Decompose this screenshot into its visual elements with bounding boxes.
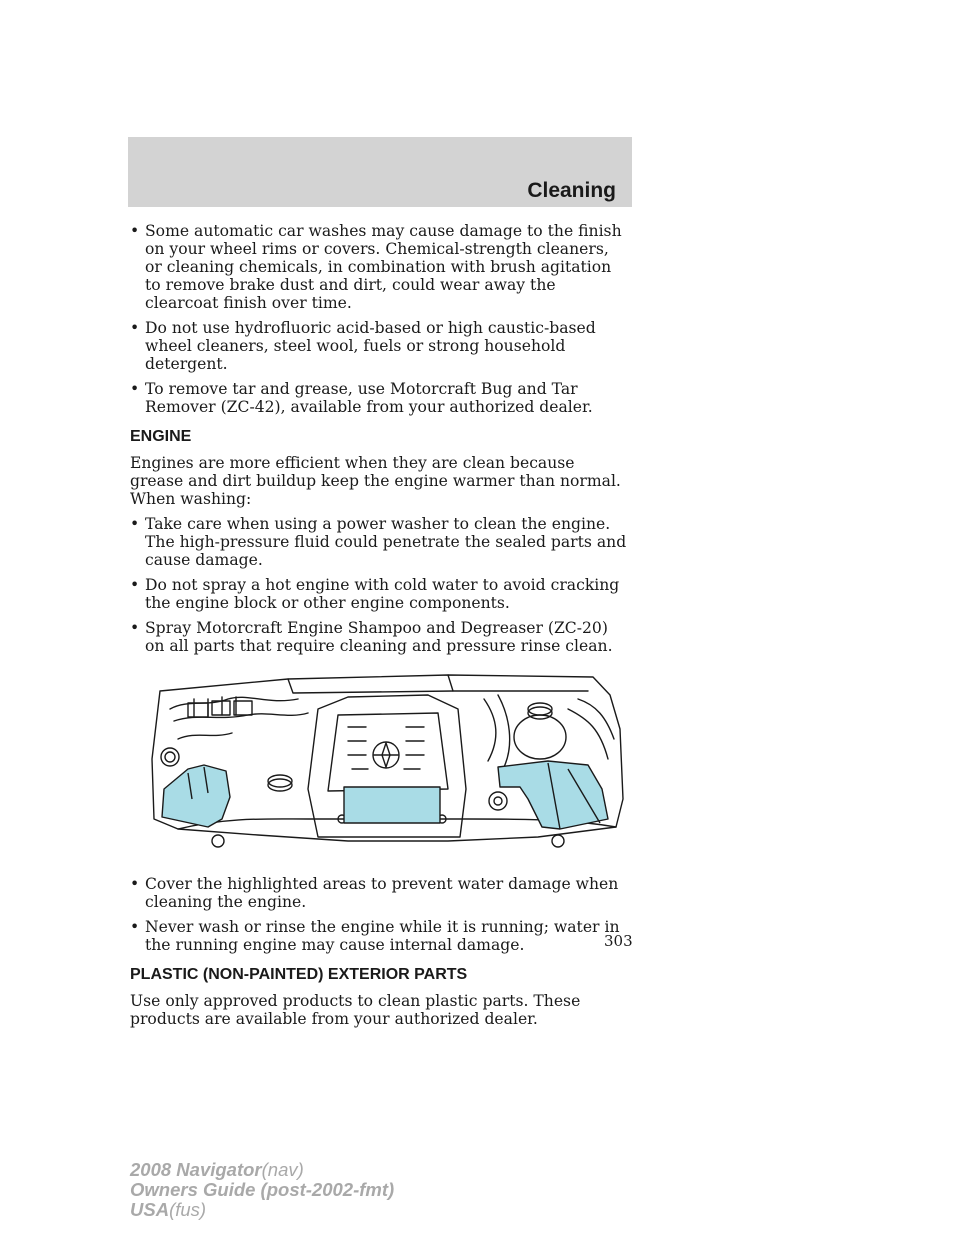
page-content bbox=[130, 222, 630, 1035]
footer-line-1 bbox=[130, 1160, 394, 1180]
bullet-icon: • bbox=[130, 222, 140, 240]
list-item-text: Do not use hydrofluoric acid-based or high caustic-based wheel cleaners, steel wool, fuels or strong household detergent. bbox=[145, 319, 596, 373]
list-item bbox=[130, 319, 630, 373]
bullet-list-wheels bbox=[130, 222, 630, 416]
list-item bbox=[130, 918, 630, 954]
bullet-icon: • bbox=[130, 918, 140, 936]
list-item-text: Take care when using a power washer to clean the engine. The high-pressure fluid could penetrate the sealed parts and cause damage. bbox=[145, 515, 627, 569]
list-item bbox=[130, 222, 630, 312]
list-item bbox=[130, 576, 630, 612]
list-item-text: Some automatic car washes may cause damage to the finish on your wheel rims or covers. Chemical-strength cleaners, or cleaning chemicals, in combination with brush agitation to remove brake dust and dirt, could wear away the clearcoat finish over time. bbox=[145, 222, 622, 312]
footer-line-3 bbox=[130, 1200, 394, 1220]
bullet-list-engine-after bbox=[130, 875, 630, 954]
bullet-icon: • bbox=[130, 875, 140, 893]
list-item-text: Do not spray a hot engine with cold water to avoid cracking the engine block or other engine components. bbox=[145, 576, 620, 612]
engine-heading: ENGINE bbox=[130, 428, 192, 445]
bullet-icon: • bbox=[130, 380, 140, 398]
footer-model: 2008 Navigator bbox=[130, 1159, 262, 1180]
page-number: 303 bbox=[604, 932, 633, 950]
footer-doc-info bbox=[130, 1160, 394, 1220]
coolant-reservoir bbox=[514, 715, 566, 759]
footer-line-2 bbox=[130, 1180, 394, 1200]
bullet-list-engine bbox=[130, 515, 630, 655]
header-band bbox=[128, 137, 632, 207]
footer-market: USA bbox=[130, 1199, 170, 1220]
cowl-line bbox=[288, 679, 588, 693]
bullet-icon: • bbox=[130, 515, 140, 533]
left-reservoir-cap bbox=[161, 748, 179, 766]
list-item-text: Never wash or rinse the engine while it is running; water in the running engine may cause internal damage. bbox=[145, 918, 620, 954]
bullet-icon: • bbox=[130, 319, 140, 337]
plastic-parts-heading: PLASTIC (NON-PAINTED) EXTERIOR PARTS bbox=[130, 966, 468, 983]
footer-model-code: (nav) bbox=[261, 1159, 304, 1180]
highlight-center-alternator bbox=[344, 787, 440, 823]
list-item bbox=[130, 875, 630, 911]
engine-illustration-svg bbox=[148, 669, 630, 859]
highlight-left-battery bbox=[162, 765, 230, 827]
bullet-icon: • bbox=[130, 576, 140, 594]
list-item-text: To remove tar and grease, use Motorcraft Bug and Tar Remover (ZC-42), available from your authorized dealer. bbox=[145, 380, 593, 416]
list-item bbox=[130, 515, 630, 569]
list-item bbox=[130, 619, 630, 655]
section-title: Cleaning bbox=[527, 179, 616, 202]
engine-compartment-illustration bbox=[148, 669, 630, 859]
engine-intro: Engines are more efficient when they are clean because grease and dirt buildup keep the engine warmer than normal. When washing: bbox=[130, 454, 621, 508]
list-item-text: Spray Motorcraft Engine Shampoo and Degreaser (ZC-20) on all parts that require cleaning and pressure rinse clean. bbox=[145, 619, 613, 655]
footer-market-code: (fus) bbox=[169, 1199, 207, 1220]
footer-guide: Owners Guide (post-2002-fmt) bbox=[130, 1179, 395, 1200]
list-item-text: Cover the highlighted areas to prevent water damage when cleaning the engine. bbox=[145, 875, 619, 911]
plastic-parts-text: Use only approved products to clean plastic parts. These products are available from your authorized dealer. bbox=[130, 992, 581, 1028]
list-item bbox=[130, 380, 630, 416]
bullet-icon: • bbox=[130, 619, 140, 637]
